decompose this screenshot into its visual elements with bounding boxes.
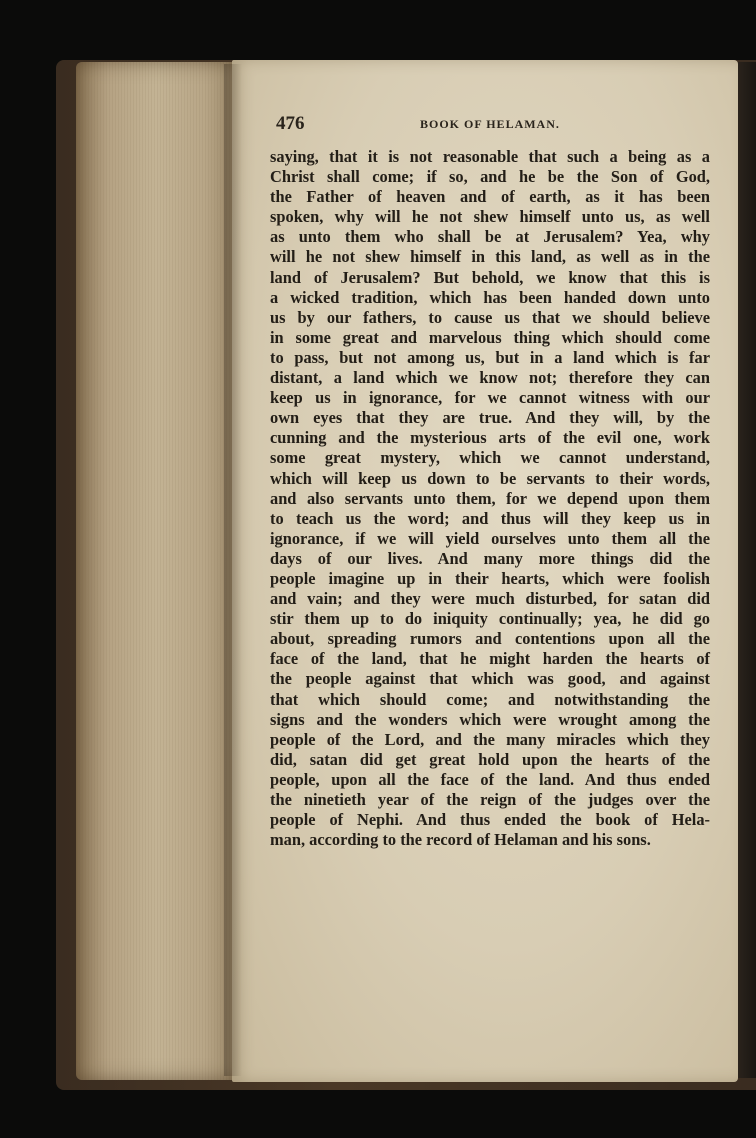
running-head: BOOK OF HELAMAN.	[420, 117, 560, 131]
text-line: signs and the wonders which were wrought among the	[270, 709, 710, 729]
text-line: face of the land, that he might harden the hearts of	[270, 649, 710, 669]
text-line: a wicked tradition, which has been handed down unto	[270, 287, 710, 307]
text-line: distant, a land which we know not; therefore they can	[270, 368, 710, 388]
text-line: as unto them who shall be at Jerusalem? Yea, why	[270, 227, 710, 247]
text-line: days of our lives. And many more things did the	[270, 548, 710, 568]
text-line: that which should come; and notwithstanding the	[270, 689, 710, 709]
text-line: ignorance, if we will yield ourselves unto them all the	[270, 528, 710, 548]
text-line: to pass, but not among us, but in a land which is far	[270, 347, 710, 367]
text-line: stir them up to do iniquity continually; yea, he did go	[270, 609, 710, 629]
text-line: in some great and marvelous thing which should come	[270, 327, 710, 347]
text-line: did, satan did get great hold upon the hearts of the	[270, 749, 710, 769]
text-line: people of Nephi. And thus ended the book of Hela-	[270, 810, 710, 830]
page-edges	[76, 62, 236, 1080]
body-text	[270, 147, 710, 850]
show-through-text	[268, 810, 712, 1040]
page-number: 476	[276, 113, 305, 134]
text-line: people imagine up in their hearts, which were foolish	[270, 568, 710, 588]
text-line: will he not shew himself in this land, as well as in the	[270, 247, 710, 267]
text-line: and vain; and they were much disturbed, for satan did	[270, 589, 710, 609]
facing-page-edge	[738, 62, 756, 1078]
text-line: about, spreading rumors and contentions upon all the	[270, 629, 710, 649]
text-line: man, according to the record of Helaman and his sons.	[270, 830, 651, 850]
text-line: and also servants unto them, for we depend upon them	[270, 488, 710, 508]
text-line: Christ shall come; if so, and he be the Son of God,	[270, 167, 710, 187]
page-header	[276, 113, 716, 135]
text-line: cunning and the mysterious arts of the evil one, work	[270, 428, 710, 448]
gutter-shadow	[224, 64, 242, 1076]
text-line: us by our fathers, to cause us that we should believe	[270, 307, 710, 327]
text-line: to teach us the word; and thus will they keep us in	[270, 508, 710, 528]
text-line: keep us in ignorance, for we cannot witness with our	[270, 388, 710, 408]
text-line: people, upon all the face of the land. And thus ended	[270, 769, 710, 789]
text-line: land of Jerusalem? But behold, we know that this is	[270, 267, 710, 287]
text-line: the ninetieth year of the reign of the judges over the	[270, 790, 710, 809]
text-line: some great mystery, which we cannot understand,	[270, 448, 710, 468]
text-line: saying, that it is not reasonable that such a being as a	[270, 147, 710, 166]
text-line: own eyes that they are true. And they will, by the	[270, 408, 710, 428]
text-line: people of the Lord, and the many miracles which they	[270, 729, 710, 749]
text-line: which will keep us down to be servants to their words,	[270, 468, 710, 488]
text-line: the people against that which was good, and against	[270, 669, 710, 689]
text-line: spoken, why will he not shew himself unto us, as well	[270, 207, 710, 227]
text-line: the Father of heaven and of earth, as it has been	[270, 187, 710, 207]
